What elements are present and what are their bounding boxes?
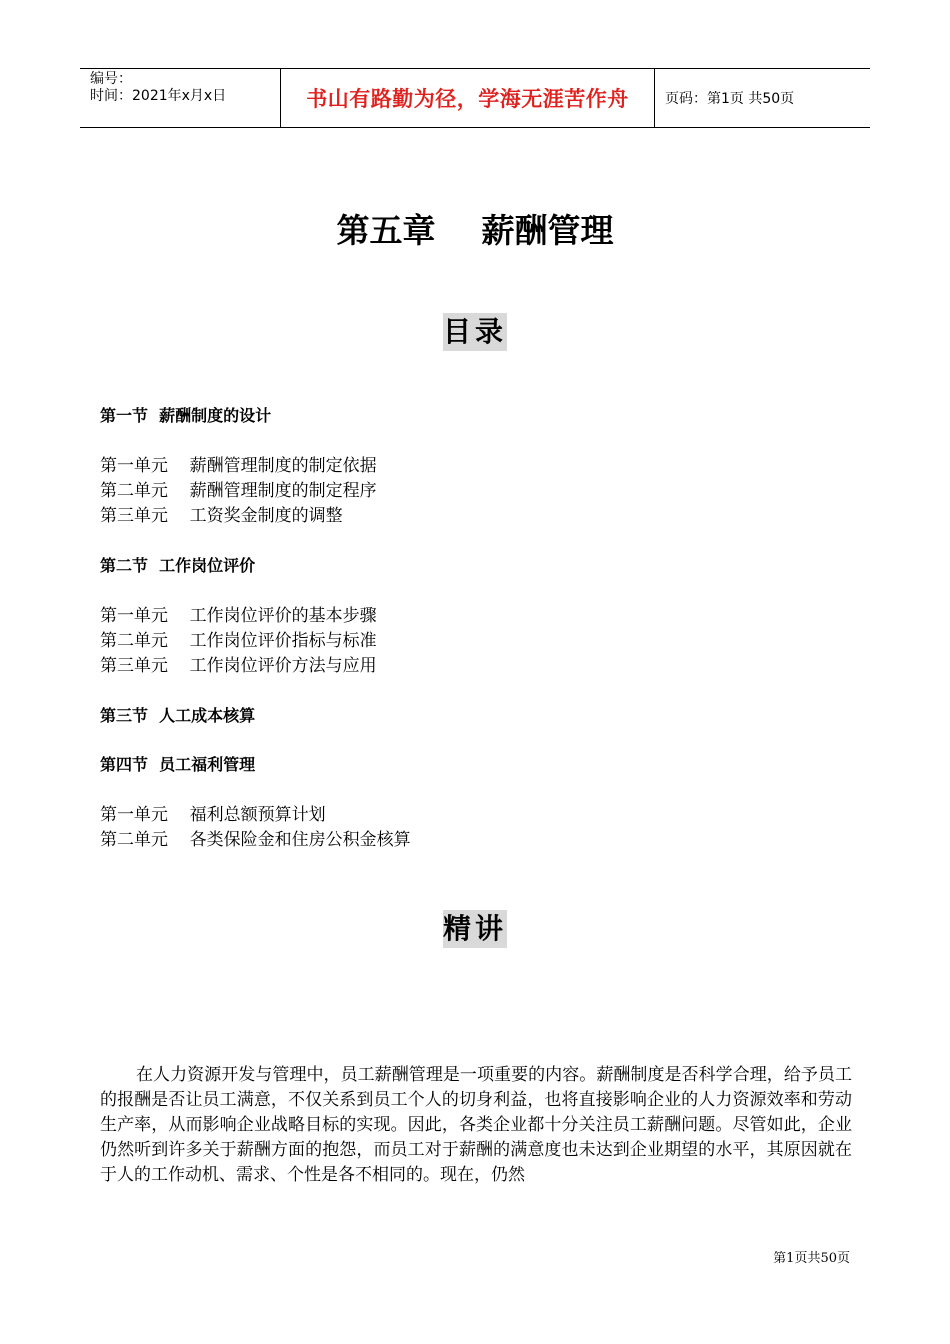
toc-unit: 第一单元 薪酬管理制度的制定依据 [100, 456, 377, 476]
toc-section [100, 554, 860, 679]
page-header [80, 68, 870, 128]
body-paragraph: 在人力资源开发与管理中，员工薪酬管理是一项重要的内容。薪酬制度是否科学合理，给予员工的报酬是否让员工满意，不仅关系到员工个人的切身利益，也将直接影响企业的人力资源效率和劳动生产率，从而影响企业战略目标的实现。因此，各类企业都十分关注员工薪酬问题。尽管如此，企业仍然听到许多关于薪酬方面的抱怨，而员工对于薪酬的满意度也未达到企业期望的水平，其原因就在于人的工作动机、需求、个性是各不相同的。现在，仍然 [100, 1065, 852, 1185]
toc-section [100, 704, 860, 728]
page-footer: 第1页共50页 [773, 1251, 850, 1266]
toc-unit: 第二单元 工作岗位评价指标与标准 [100, 631, 377, 651]
header-motto: 书山有路勤为径，学海无涯苦作舟 [281, 69, 655, 127]
toc-section [100, 753, 860, 853]
toc-section-title: 第二节 工作岗位评价 [100, 556, 256, 575]
toc-unit: 第二单元 薪酬管理制度的制定程序 [100, 481, 377, 501]
toc-section-title: 第三节 人工成本核算 [100, 706, 256, 725]
toc-unit: 第二单元 各类保险金和住房公积金核算 [100, 830, 411, 850]
toc-heading: 目录 [443, 313, 507, 351]
header-time-label: 时间：2021年x月x日 [90, 88, 227, 104]
toc-unit: 第三单元 工资奖金制度的调整 [100, 506, 343, 526]
toc-section-title: 第四节 员工福利管理 [100, 755, 256, 774]
toc-section-title: 第一节 薪酬制度的设计 [100, 406, 272, 425]
toc-unit: 第三单元 工作岗位评价方法与应用 [100, 656, 377, 676]
chapter-title: 第五章 薪酬管理 [336, 211, 614, 250]
table-of-contents [100, 404, 860, 853]
header-number-label: 编号： [90, 71, 132, 87]
header-meta [80, 69, 281, 127]
toc-unit: 第一单元 工作岗位评价的基本步骤 [100, 606, 377, 626]
toc-section [100, 404, 860, 529]
toc-unit: 第一单元 福利总额预算计划 [100, 805, 326, 825]
lecture-heading: 精讲 [443, 910, 507, 948]
header-page-info: 页码：第1页 共50页 [665, 91, 795, 107]
